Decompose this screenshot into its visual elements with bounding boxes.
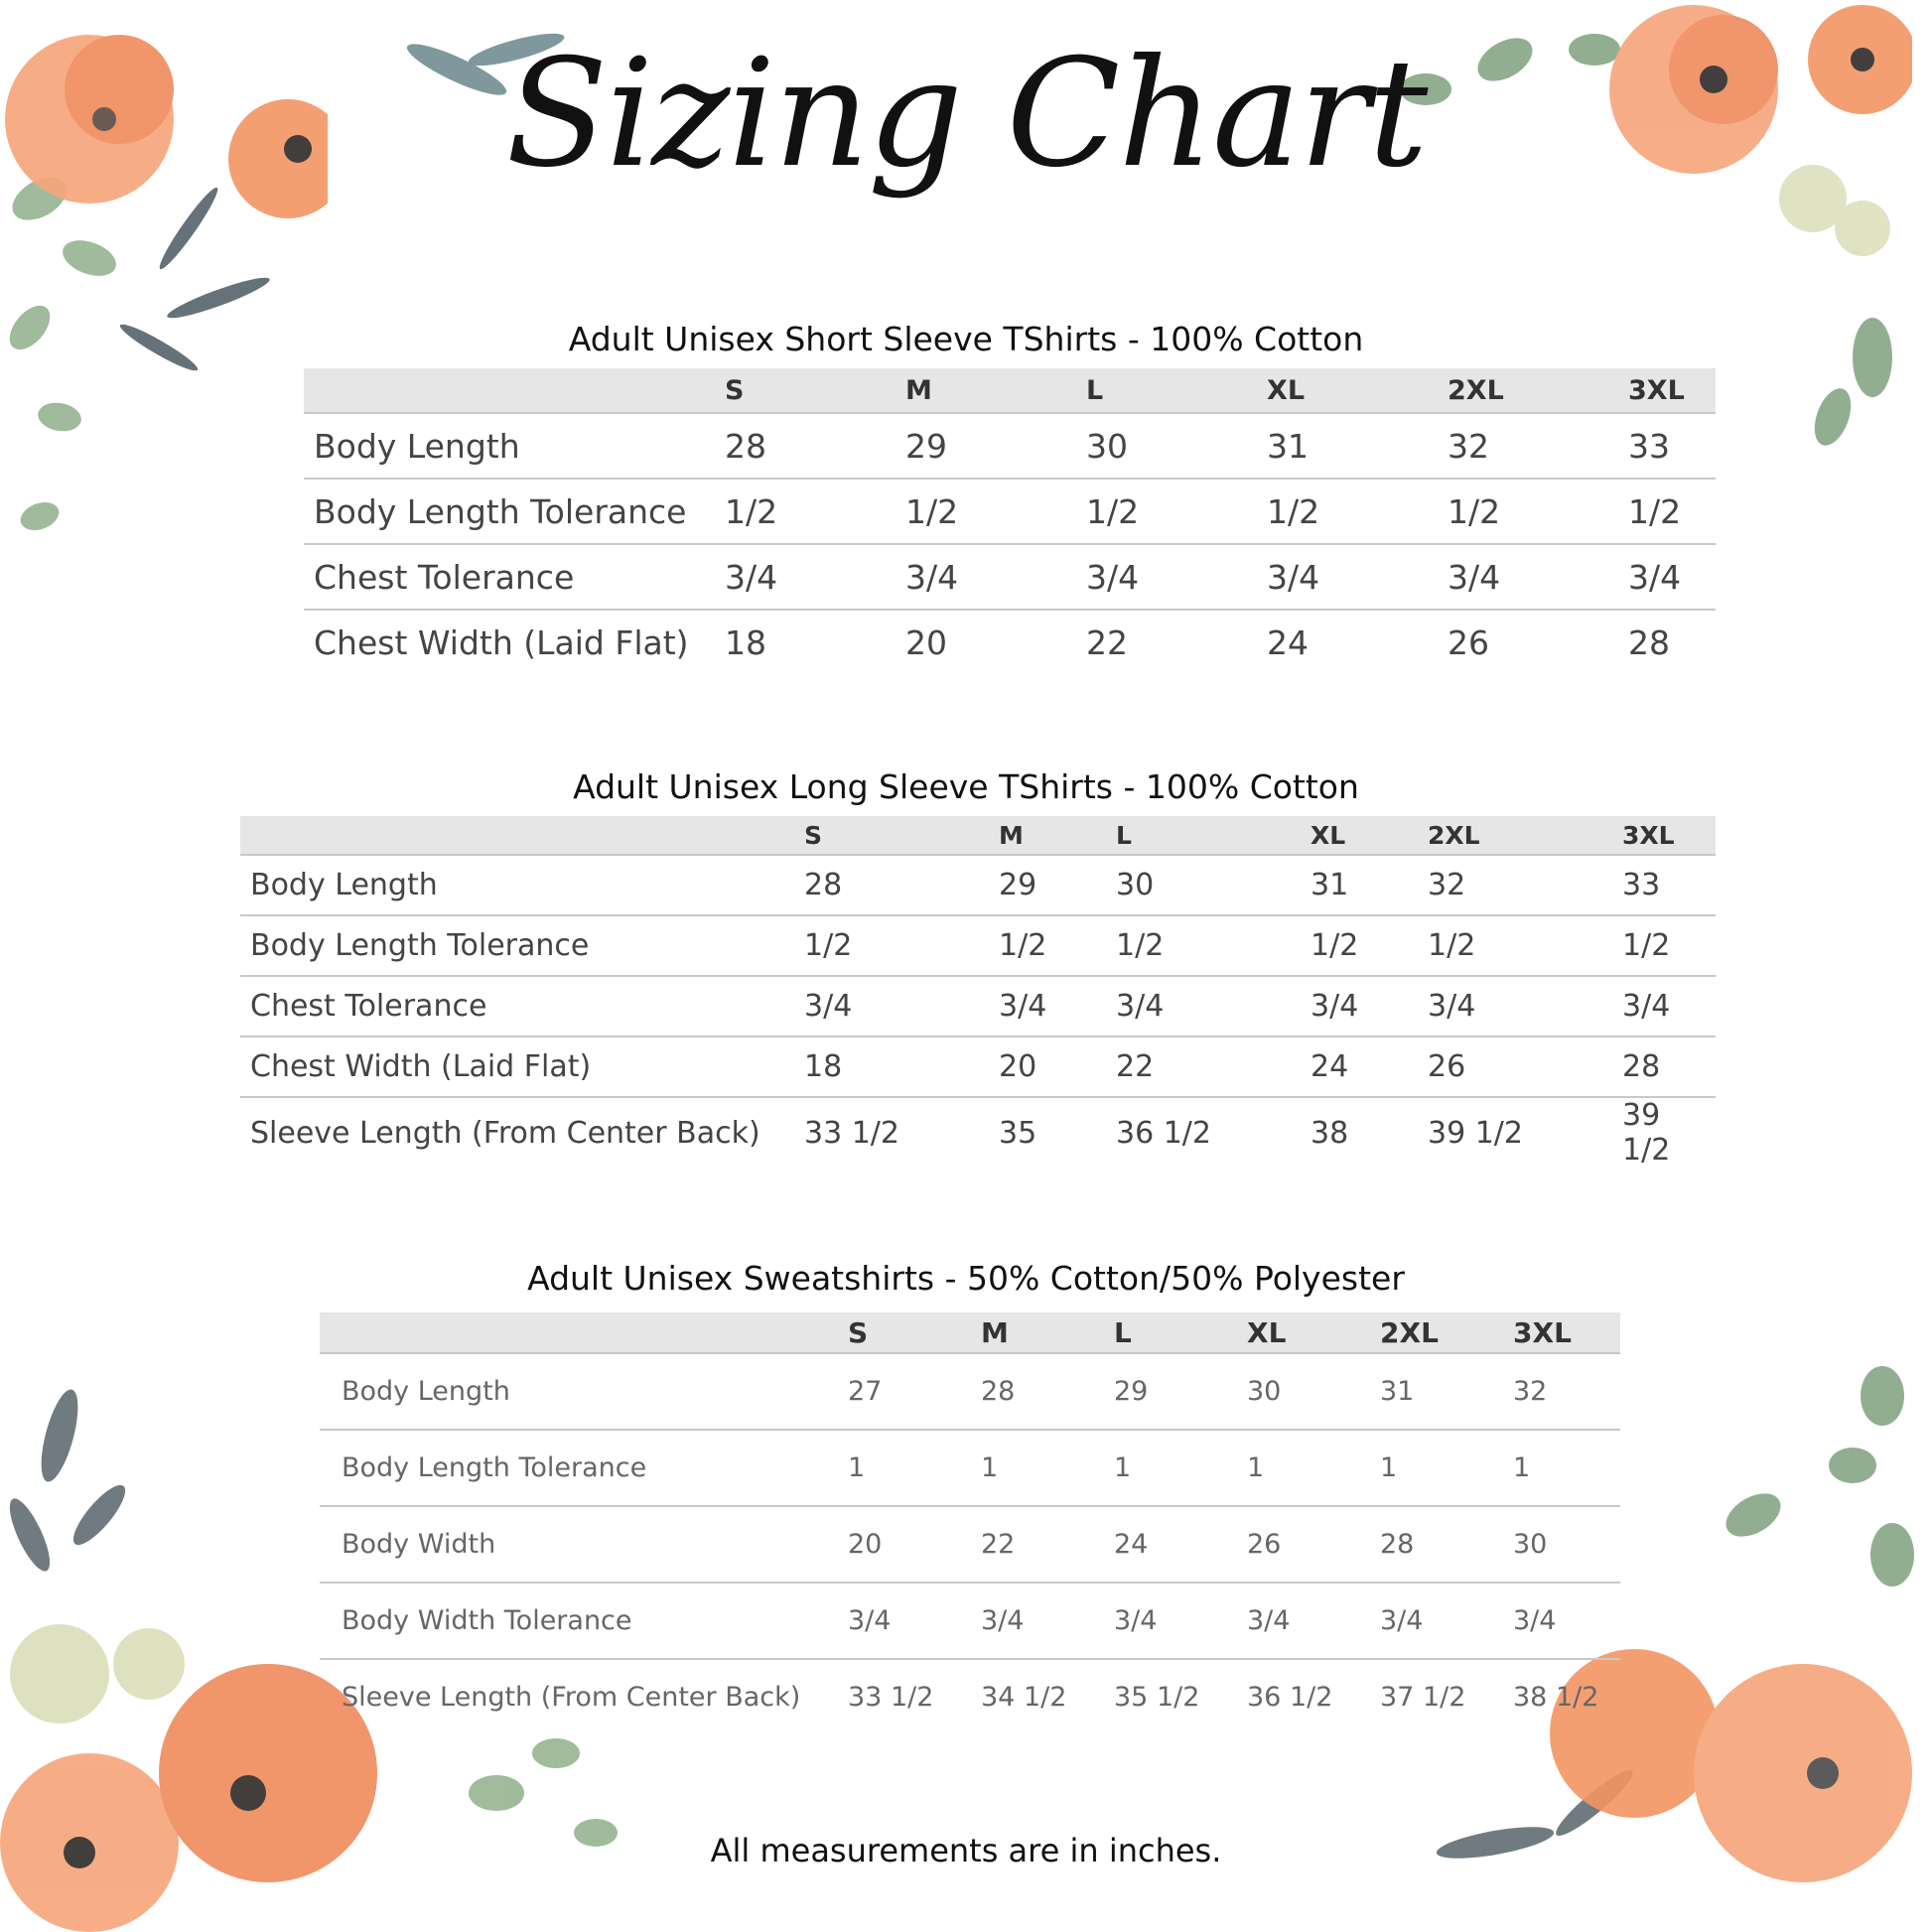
row-label: Chest Width (Laid Flat) [314, 622, 689, 662]
header-label-cell [304, 368, 715, 413]
page-title: Sizing Chart [505, 28, 1427, 201]
row-label: Body Width [320, 1506, 838, 1583]
table-cell: 31 [1301, 855, 1418, 915]
table-cell: 24 [1301, 1036, 1418, 1097]
table-cell: 28 [794, 855, 989, 915]
table-cell: 1/2 [1438, 479, 1618, 544]
table-cell: 38 [1311, 1115, 1349, 1151]
row-label: Body Width Tolerance [320, 1583, 838, 1659]
table-row [304, 413, 1716, 479]
table-cell: 1/2 [794, 915, 989, 976]
table-cell: 30 [1106, 855, 1301, 915]
table-cell: 31 [1257, 413, 1438, 479]
table-cell: 28 [715, 413, 896, 479]
table-row [320, 1659, 1620, 1734]
table-cell: 24 [1104, 1506, 1237, 1583]
table-title-short-sleeve: Adult Unisex Short Sleeve TShirts - 100% Cotton [568, 320, 1364, 358]
table-cell: 18 [794, 1036, 989, 1097]
table-row [320, 1353, 1620, 1430]
table-cell: 1 [1503, 1430, 1620, 1506]
table-row [320, 1583, 1620, 1659]
table-cell: 1 [971, 1430, 1104, 1506]
row-label: Body Length [304, 413, 715, 479]
table-cell: 3/4 [971, 1583, 1104, 1659]
table-row [240, 915, 1716, 976]
table-cell: 39 1/2 [1428, 1115, 1523, 1151]
size-header: S [794, 816, 989, 855]
measurement-footnote: All measurements are in inches. [710, 1832, 1222, 1869]
table-cell: 26 [1448, 622, 1489, 662]
table-cell: 1/2 [896, 479, 1076, 544]
table-row [240, 1097, 1716, 1168]
header-label-cell [320, 1312, 838, 1353]
size-header: L [1106, 816, 1301, 855]
table-cell: 1/2 [1076, 479, 1257, 544]
table-cell: 3/4 [1237, 1583, 1370, 1659]
row-label: Chest Width (Laid Flat) [240, 1036, 794, 1097]
table-cell: 20 [989, 1036, 1106, 1097]
row-label: Body Length Tolerance [304, 479, 715, 544]
size-table-short-sleeve [304, 368, 1716, 674]
row-label: Chest Tolerance [240, 976, 794, 1036]
table-cell: 3/4 [1104, 1583, 1237, 1659]
table-cell: 3/4 [1106, 976, 1301, 1036]
row-label: Chest Tolerance [304, 544, 715, 610]
row-label: Sleeve Length (From Center Back) [250, 1115, 760, 1151]
size-header: 2XL [1370, 1312, 1503, 1353]
table-cell: 1/2 [1612, 915, 1716, 976]
table-row [320, 1430, 1620, 1506]
table-cell: 3/4 [1618, 544, 1716, 610]
table-cell: 22 [971, 1506, 1104, 1583]
size-header: 3XL [1503, 1312, 1620, 1353]
size-header: 3XL [1618, 368, 1716, 413]
table-cell: 28 [1370, 1506, 1503, 1583]
table-cell: 1/2 [1257, 479, 1438, 544]
table-cell: 1 [1104, 1430, 1237, 1506]
table-cell: 36 1/2 [1116, 1115, 1211, 1151]
table-cell: 1/2 [715, 479, 896, 544]
table-cell: 29 [1104, 1353, 1237, 1430]
table-row [240, 855, 1716, 915]
size-header: 3XL [1612, 816, 1716, 855]
table-cell: 30 [1076, 413, 1257, 479]
table-row [240, 1036, 1716, 1097]
table-cell: 30 [1237, 1353, 1370, 1430]
size-table-sweatshirts [320, 1312, 1620, 1734]
table-cell: 26 [1237, 1506, 1370, 1583]
table-cell: 30 [1503, 1506, 1620, 1583]
row-label: Sleeve Length (From Center Back) [342, 1682, 801, 1713]
table-cell: 36 1/2 [1247, 1682, 1333, 1713]
table-cell: 3/4 [838, 1583, 971, 1659]
size-header: S [715, 368, 896, 413]
table-cell: 3/4 [1438, 544, 1618, 610]
size-header: M [896, 368, 1076, 413]
table-cell: 3/4 [989, 976, 1106, 1036]
table-cell: 3/4 [715, 544, 896, 610]
table-row [304, 610, 1716, 674]
size-header: XL [1237, 1312, 1370, 1353]
table-cell: 28 [1628, 622, 1670, 662]
row-label: Body Length [320, 1353, 838, 1430]
table-cell: 1/2 [989, 915, 1106, 976]
table-cell: 33 1/2 [848, 1682, 934, 1713]
row-label: Body Length Tolerance [320, 1430, 838, 1506]
table-cell: 3/4 [1257, 544, 1438, 610]
table-cell: 32 [1418, 855, 1612, 915]
row-label: Body Length [240, 855, 794, 915]
table-cell: 34 1/2 [981, 1682, 1067, 1713]
size-header: 2XL [1418, 816, 1612, 855]
table-cell: 33 [1612, 855, 1716, 915]
table-cell: 27 [838, 1353, 971, 1430]
header-label-cell [240, 816, 794, 855]
table-header-row [304, 368, 1716, 413]
table-cell: 3/4 [1301, 976, 1418, 1036]
table-cell: 3/4 [1076, 544, 1257, 610]
table-header-row [240, 816, 1716, 855]
table-cell: 35 [999, 1115, 1037, 1151]
table-cell: 3/4 [794, 976, 989, 1036]
table-cell: 20 [838, 1506, 971, 1583]
table-cell: 22 [1106, 1036, 1301, 1097]
table-cell: 29 [989, 855, 1106, 915]
table-cell: 1/2 [1418, 915, 1612, 976]
size-header: 2XL [1438, 368, 1618, 413]
table-cell: 1/2 [1618, 479, 1716, 544]
table-row [240, 976, 1716, 1036]
table-cell: 1 [1370, 1430, 1503, 1506]
table-title-long-sleeve: Adult Unisex Long Sleeve TShirts - 100% Cotton [573, 767, 1359, 806]
table-header-row [320, 1312, 1620, 1353]
size-header: XL [1301, 816, 1418, 855]
size-table-long-sleeve [240, 816, 1716, 1168]
table-cell: 26 [1418, 1036, 1612, 1097]
table-cell: 3/4 [1418, 976, 1612, 1036]
table-cell: 1/2 [1301, 915, 1418, 976]
table-cell: 33 1/2 [804, 1115, 899, 1151]
table-row [304, 479, 1716, 544]
table-cell: 32 [1438, 413, 1618, 479]
table-cell: 33 [1618, 413, 1716, 479]
table-cell: 3/4 [896, 544, 1076, 610]
table-cell: 31 [1370, 1353, 1503, 1430]
table-cell: 3/4 [1370, 1583, 1503, 1659]
table-cell: 1 [838, 1430, 971, 1506]
size-header: M [989, 816, 1106, 855]
table-row [304, 544, 1716, 610]
table-cell: 3/4 [1612, 976, 1716, 1036]
table-cell: 38 1/2 [1513, 1682, 1599, 1713]
size-header: XL [1257, 368, 1438, 413]
row-label: Body Length Tolerance [240, 915, 794, 976]
table-cell: 32 [1503, 1353, 1620, 1430]
table-cell: 39 1/2 [1622, 1098, 1671, 1168]
table-cell: 37 1/2 [1380, 1682, 1466, 1713]
table-cell: 35 1/2 [1114, 1682, 1200, 1713]
table-cell: 1 [1237, 1430, 1370, 1506]
table-cell: 1/2 [1106, 915, 1301, 976]
size-header: M [971, 1312, 1104, 1353]
size-header: L [1076, 368, 1257, 413]
table-row [320, 1506, 1620, 1583]
table-cell: 28 [1612, 1036, 1716, 1097]
table-cell: 24 [1267, 622, 1309, 662]
table-cell: 22 [1086, 622, 1128, 662]
table-cell: 29 [896, 413, 1076, 479]
table-cell: 3/4 [1503, 1583, 1620, 1659]
table-title-sweatshirts: Adult Unisex Sweatshirts - 50% Cotton/50% Polyester [527, 1259, 1405, 1298]
table-cell: 20 [905, 622, 947, 662]
size-header: L [1104, 1312, 1237, 1353]
size-header: S [838, 1312, 971, 1353]
table-cell: 28 [971, 1353, 1104, 1430]
table-cell: 18 [725, 622, 766, 662]
